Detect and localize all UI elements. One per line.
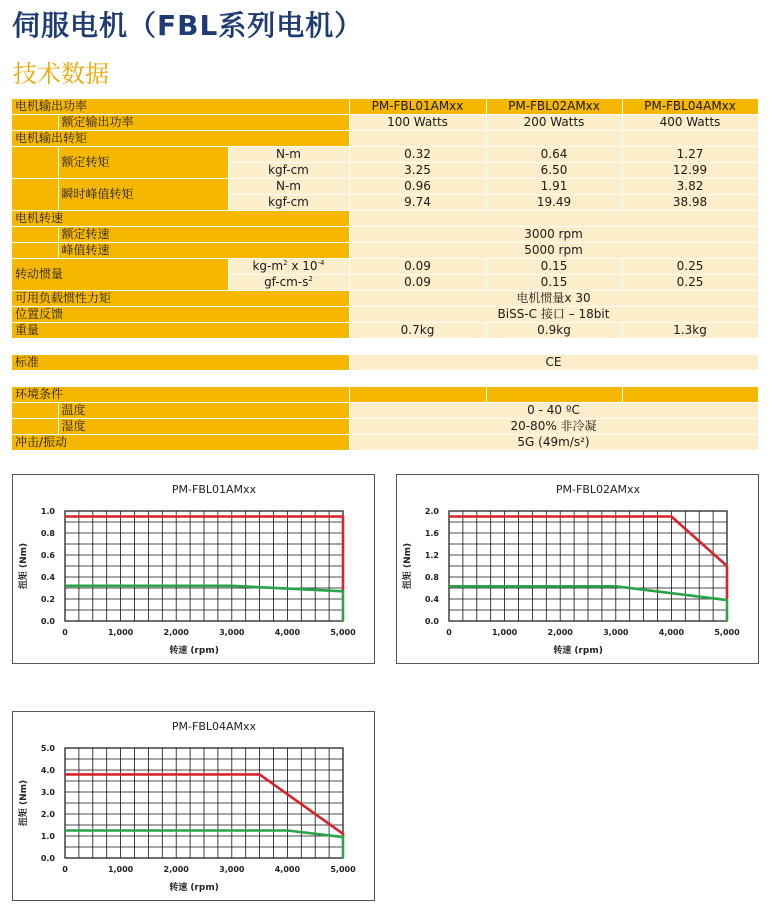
row-label: 环境条件 <box>12 387 349 403</box>
x-tick-label: 0 <box>62 628 68 637</box>
torque-chart-fbl02 <box>396 474 759 664</box>
y-axis-label: 扭矩 (Nm) <box>19 542 29 590</box>
row-label: 重量 <box>12 323 349 339</box>
value-cell <box>349 131 486 147</box>
value-cell: 200 Watts <box>486 115 622 131</box>
spacer-cell <box>12 339 758 355</box>
unit-text: x 10 <box>287 259 318 273</box>
value-cell: 0.96 <box>349 179 486 195</box>
y-tick-label: 1.2 <box>424 551 439 560</box>
value-cell: 0 - 40 ºC <box>349 403 758 419</box>
spec-row-temperature <box>12 403 758 419</box>
spec-row-env-header <box>12 387 758 403</box>
x-tick-label: 1,000 <box>491 628 518 637</box>
spec-row-humidity <box>12 419 758 435</box>
chart-svg <box>13 475 374 663</box>
x-tick-label: 2,000 <box>163 628 189 637</box>
x-tick-label: 2,000 <box>547 628 573 637</box>
spec-row-rated-speed <box>12 227 758 243</box>
header-cell <box>622 387 758 403</box>
value-cell: 9.74 <box>349 195 486 211</box>
x-tick-label: 3,000 <box>219 865 245 874</box>
y-tick-label: 0.2 <box>40 595 55 604</box>
value-cell <box>486 131 622 147</box>
value-cell: 5000 rpm <box>349 243 758 259</box>
unit-cell: kgf-cm <box>228 163 349 179</box>
x-tick-label: 1,000 <box>107 865 134 874</box>
row-label: 额定输出功率 <box>58 115 349 131</box>
spec-row-weight <box>12 323 758 339</box>
value-cell: 38.98 <box>622 195 758 211</box>
spacer-row <box>12 339 758 355</box>
row-label: 转动惯量 <box>12 259 228 291</box>
row-label: 额定转速 <box>58 227 349 243</box>
x-tick-label: 4,000 <box>658 628 685 637</box>
row-label: 额定转矩 <box>58 147 228 179</box>
value-cell: 0.7kg <box>349 323 486 339</box>
y-tick-label: 2.0 <box>424 507 439 516</box>
unit-cell: N-m <box>228 179 349 195</box>
y-tick-label: 5.0 <box>40 744 55 753</box>
unit-sup: -4 <box>317 259 325 267</box>
value-cell: 0.64 <box>486 147 622 163</box>
spacer-cell <box>12 371 758 387</box>
spec-row-rated-power <box>12 115 758 131</box>
model-header: PM-FBL01AMxx <box>349 99 486 115</box>
value-cell: 0.25 <box>622 259 758 275</box>
row-label: 瞬时峰值转矩 <box>58 179 228 211</box>
y-tick-label: 0.8 <box>424 573 439 582</box>
y-tick-label: 0.4 <box>40 573 55 582</box>
x-tick-label: 1,000 <box>107 628 134 637</box>
x-tick-label: 0 <box>446 628 452 637</box>
value-cell: 1.91 <box>486 179 622 195</box>
row-label: 电机输出功率 <box>12 99 349 115</box>
row-label: 标准 <box>12 355 349 371</box>
unit-text: kg-m <box>252 259 284 273</box>
row-label: 湿度 <box>58 419 349 435</box>
spec-row-standard <box>12 355 758 371</box>
indent-cell <box>12 243 58 259</box>
chart-title: PM-FBL04AMxx <box>171 720 257 733</box>
y-tick-label: 1.0 <box>40 507 55 516</box>
spec-row-shock <box>12 435 758 451</box>
y-tick-label: 1.0 <box>40 832 55 841</box>
spec-table <box>12 99 759 451</box>
value-cell: 0.32 <box>349 147 486 163</box>
value-cell: 5G (49m/s²) <box>349 435 758 451</box>
x-tick-label: 5,000 <box>330 628 356 637</box>
value-cell: 20-80% 非冷凝 <box>349 419 758 435</box>
unit-cell: kgf-cm <box>228 195 349 211</box>
row-label: 温度 <box>58 403 349 419</box>
value-cell: 1.3kg <box>622 323 758 339</box>
value-cell: 100 Watts <box>349 115 486 131</box>
model-header: PM-FBL04AMxx <box>622 99 758 115</box>
spec-row-rated-torque-nm <box>12 147 758 163</box>
indent-cell <box>12 179 58 211</box>
value-cell: 3.82 <box>622 179 758 195</box>
indent-cell <box>12 115 58 131</box>
unit-text: gf-cm-s <box>264 275 309 289</box>
chart-svg <box>397 475 758 663</box>
row-label: 峰值转速 <box>58 243 349 259</box>
y-tick-label: 4.0 <box>40 766 55 775</box>
unit-cell <box>228 275 349 291</box>
value-cell: 400 Watts <box>622 115 758 131</box>
spec-row-peak-speed <box>12 243 758 259</box>
value-cell: 0.15 <box>486 259 622 275</box>
unit-cell <box>228 259 349 275</box>
unit-cell: N-m <box>228 147 349 163</box>
value-cell: 0.15 <box>486 275 622 291</box>
indent-cell <box>12 227 58 243</box>
header-cell <box>349 387 486 403</box>
y-tick-label: 1.6 <box>424 529 439 538</box>
x-axis-label: 转速 (rpm) <box>553 646 603 656</box>
value-cell: 0.25 <box>622 275 758 291</box>
spec-row-peak-torque-nm <box>12 179 758 195</box>
model-header: PM-FBL02AMxx <box>486 99 622 115</box>
value-cell: 电机惯量x 30 <box>349 291 758 307</box>
chart-title: PM-FBL02AMxx <box>555 483 641 496</box>
value-cell: CE <box>349 355 758 371</box>
x-tick-label: 5,000 <box>330 865 356 874</box>
y-tick-label: 0.8 <box>40 529 55 538</box>
spec-row-power-header <box>12 99 758 115</box>
row-label: 可用负载惯性力矩 <box>12 291 349 307</box>
row-label: 冲击/振动 <box>12 435 349 451</box>
y-tick-label: 0.0 <box>424 617 439 626</box>
spec-row-load-inertia <box>12 291 758 307</box>
x-tick-label: 4,000 <box>274 628 301 637</box>
torque-chart-fbl04 <box>12 711 375 901</box>
chart-title: PM-FBL01AMxx <box>171 483 257 496</box>
y-tick-label: 0.4 <box>424 595 439 604</box>
value-cell: 0.9kg <box>486 323 622 339</box>
x-tick-label: 5,000 <box>714 628 740 637</box>
unit-sup: 2 <box>283 259 288 267</box>
spec-row-inertia-1 <box>12 259 758 275</box>
page-title: 伺服电机（FBL系列电机） <box>12 9 364 42</box>
y-axis-label: 扭矩 (Nm) <box>19 779 29 827</box>
spec-row-feedback <box>12 307 758 323</box>
x-tick-label: 3,000 <box>219 628 245 637</box>
value-cell: 3000 rpm <box>349 227 758 243</box>
spec-row-speed-header <box>12 211 758 227</box>
header-cell <box>486 387 622 403</box>
x-tick-label: 0 <box>62 865 68 874</box>
y-tick-label: 0.0 <box>40 854 55 863</box>
value-cell: 1.27 <box>622 147 758 163</box>
section-subtitle: 技术数据 <box>13 60 109 88</box>
row-label: 电机输出转矩 <box>12 131 349 147</box>
chart-svg <box>13 712 374 900</box>
y-tick-label: 0.0 <box>40 617 55 626</box>
x-tick-label: 3,000 <box>603 628 629 637</box>
unit-sup: 2 <box>308 275 313 283</box>
indent-cell <box>12 147 58 179</box>
value-cell: 0.09 <box>349 275 486 291</box>
value-cell <box>349 211 758 227</box>
value-cell: BiSS-C 接口 – 18bit <box>349 307 758 323</box>
x-tick-label: 2,000 <box>163 865 189 874</box>
value-cell: 0.09 <box>349 259 486 275</box>
spacer-row <box>12 371 758 387</box>
indent-cell <box>12 403 58 419</box>
y-tick-label: 0.6 <box>40 551 55 560</box>
value-cell: 12.99 <box>622 163 758 179</box>
torque-chart-fbl01 <box>12 474 375 664</box>
x-axis-label: 转速 (rpm) <box>169 883 219 893</box>
y-tick-label: 2.0 <box>40 810 55 819</box>
x-tick-label: 4,000 <box>274 865 301 874</box>
x-axis-label: 转速 (rpm) <box>169 646 219 656</box>
y-axis-label: 扭矩 (Nm) <box>403 542 413 590</box>
value-cell: 3.25 <box>349 163 486 179</box>
row-label: 电机转速 <box>12 211 349 227</box>
value-cell <box>622 131 758 147</box>
value-cell: 19.49 <box>486 195 622 211</box>
spec-row-torque-header <box>12 131 758 147</box>
indent-cell <box>12 419 58 435</box>
value-cell: 6.50 <box>486 163 622 179</box>
y-tick-label: 3.0 <box>40 788 55 797</box>
row-label: 位置反馈 <box>12 307 349 323</box>
